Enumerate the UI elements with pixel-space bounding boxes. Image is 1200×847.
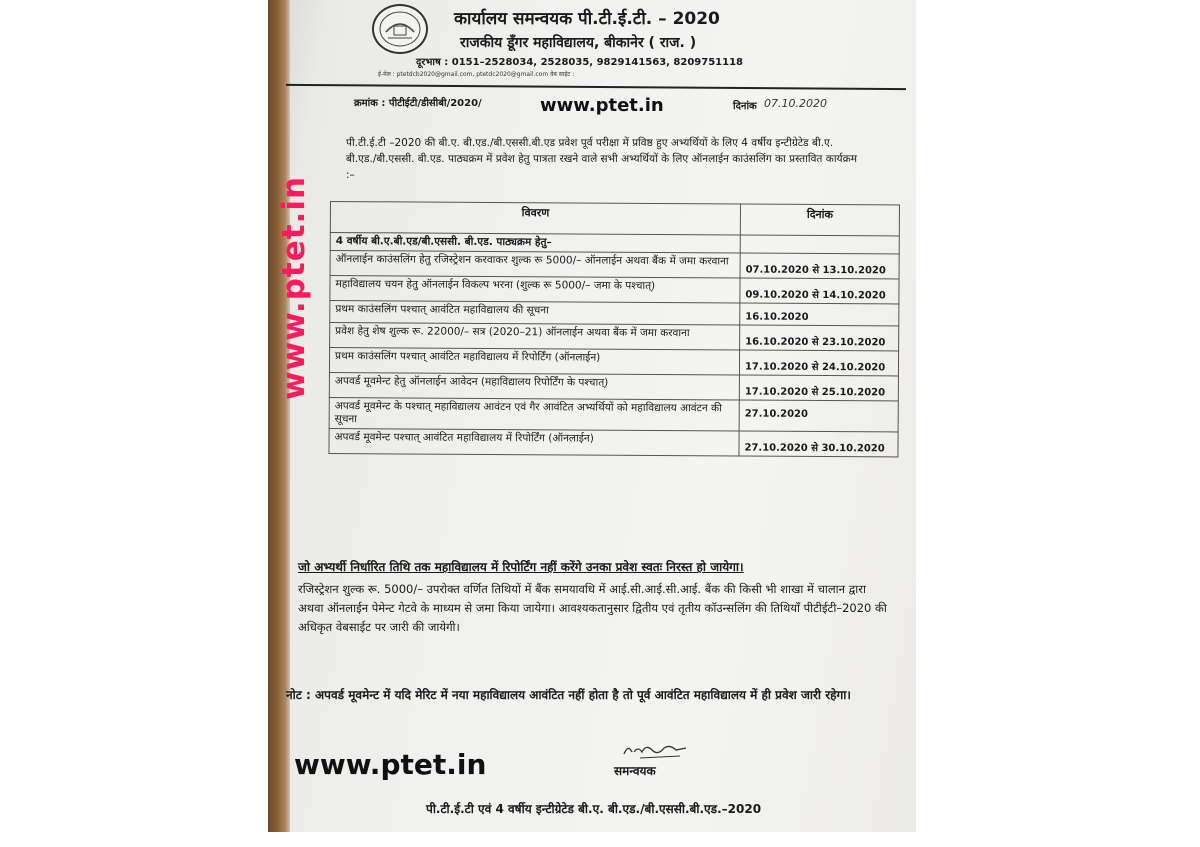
upward-movement-note: नोट : अपवर्ड मूवमेन्ट में यदि मेरिट में नया महाविद्यालय आवंटित नहीं होता है तो पूर्व आवंटित महाविद्यालय में ही प्रवेश जारी रहेगा।	[286, 688, 851, 702]
row-date: 27.10.2020	[739, 400, 898, 432]
college-name: राजकीय डूँगर महाविद्यालय, बीकानेर ( राज. )	[460, 35, 697, 51]
table-row	[330, 251, 899, 279]
table-subheading: 4 वर्षीय बी.ए.बी.एड/बी.एससी. बी.एड. पाठ्यक्रम हेतु–	[330, 233, 740, 254]
footer-text: पी.टी.ई.टी एवं 4 वर्षीय इन्टीग्रेटेड बी.ए. बी.एड./बी.एससी.बी.एड.–2020	[426, 802, 762, 816]
email-line: ई-मेल : ptetdcb2020@gmail.com, ptetdc2020@gmail.com वेब साईट :	[378, 71, 575, 78]
table-row	[329, 348, 898, 376]
row-date: 16.10.2020	[740, 303, 899, 326]
cancellation-note: जो अभ्यर्थी निर्धारित तिथि तक महाविद्यालय में रिपोर्टिंग नहीं करेंगे उनका प्रवेश स्वतः निरस्त हो जायेगा।	[298, 560, 744, 574]
row-date: 27.10.2020 से 30.10.2020	[739, 431, 898, 457]
row-date: 09.10.2020 से 14.10.2020	[740, 278, 899, 304]
row-description: ऑनलाईन काउंसलिंग हेतु रजिस्ट्रेशन करवाकर शुल्क रू 5000/– ऑनलाईन अथवा बैंक में जमा करवाना	[330, 251, 740, 279]
table-row	[329, 397, 898, 431]
intro-text: पी.टी.ई.टी –2020 की बी.ए. बी.एड./बी.एससी.बी.एड प्रवेश पूर्व परीक्षा में प्रविष्ठ हुए अभ्यर्थियों के लिए 4 वर्षीय इन्टीग्रेटेड बी.ए. बी.एड./बी.एससी. बी.एड. पाठ्यक्रम में प्रवेश हेतु पात्रता रखने वाले सभी अभ्यर्थियों के लिए ऑनलाईन काउंसलिंग का प्रस्तावित कार्यक्रम :–	[346, 137, 857, 181]
signature-icon	[620, 740, 690, 762]
row-description: प्रथम काउंसलिंग पश्चात् आवंटित महाविद्यालय की सूचना	[330, 301, 740, 326]
row-description: अपवर्ड मूवमेन्ट पश्चात् आवंटित महाविद्यालय में रिपोर्टिंग (ऑनलाईन)	[329, 428, 739, 456]
watermark-vertical: www.ptet.in	[276, 175, 312, 400]
table-row	[329, 372, 898, 400]
notice-sheet	[268, 0, 916, 832]
column-header-description: विवरण	[330, 202, 740, 236]
reference-number: क्रमांक : पीटीईटी/डीसीबी/2020/	[354, 98, 482, 109]
phone-numbers: दूरभाष : 0151–2528034, 2528035, 9829141563, 8209751118	[416, 57, 744, 68]
row-date: 17.10.2020 से 25.10.2020	[739, 375, 898, 401]
table-header-row	[330, 202, 899, 236]
table-row	[330, 276, 899, 304]
row-description: महाविद्यालय चयन हेतु ऑनलाईन विकल्प भरना (शुल्क रू 5000/– जमा के पश्चात्)	[330, 276, 740, 304]
document-photo	[268, 0, 916, 832]
row-date: 07.10.2020 से 13.10.2020	[740, 253, 899, 279]
row-description: अपवर्ड मूवमेन्ट हेतु ऑनलाईन आवेदन (महाविद्यालय रिपोर्टिंग के पश्चात्)	[329, 372, 739, 400]
office-title: कार्यालय समन्वयक पी.टी.ई.टी. – 2020	[454, 9, 720, 29]
watermark-bottom: www.ptet.in	[294, 748, 487, 781]
college-seal-icon	[372, 4, 428, 54]
table-row	[329, 428, 898, 456]
row-description: प्रवेश हेतु शेष शुल्क रू. 22000/– सत्र (2020–21) ऑनलाईन अथवा बैंक में जमा करवाना	[330, 323, 740, 351]
table-row	[330, 323, 899, 351]
table-subheading-date	[740, 235, 899, 254]
signer-title: समन्वयक	[614, 764, 656, 778]
watermark-top: www.ptet.in	[540, 95, 664, 116]
row-date: 16.10.2020 से 23.10.2020	[740, 325, 899, 351]
column-header-date: दिनांक	[740, 204, 899, 236]
date-label: दिनांक	[733, 101, 757, 112]
row-description: प्रथम काउंसलिंग पश्चात् आवंटित महाविद्यालय में रिपोर्टिंग (ऑनलाईन)	[329, 348, 739, 376]
schedule-table	[328, 201, 900, 457]
row-description: अपवर्ड मूवमेन्ट के पश्चात् महाविद्यालय आवंटन एवं गैर आवंटित अभ्यर्थियों को महाविद्यालय आवंटन की सूचना	[329, 397, 739, 431]
fee-paragraph: रजिस्ट्रेशन शुल्क रू. 5000/– उपरोक्त वर्णित तिथियों में बैंक समयावधि में आई.सी.आई.सी.आई. बैंक की किसी भी शाखा में चालान द्वारा अथवा ऑनलाईन पेमेन्ट गेटवे के माध्यम से जमा किया जायेगा। आवश्यकतानुसार द्वितीय एवं तृतीय कॉउन्सलिंग की तिथियाँ पीटीईटी–2020 की अधिकृत वेबसाईट पर जारी की जायेगी।	[298, 582, 887, 634]
header-divider	[286, 84, 906, 90]
date-handwritten: 07.10.2020	[764, 97, 827, 110]
row-date: 17.10.2020 से 24.10.2020	[739, 350, 898, 376]
